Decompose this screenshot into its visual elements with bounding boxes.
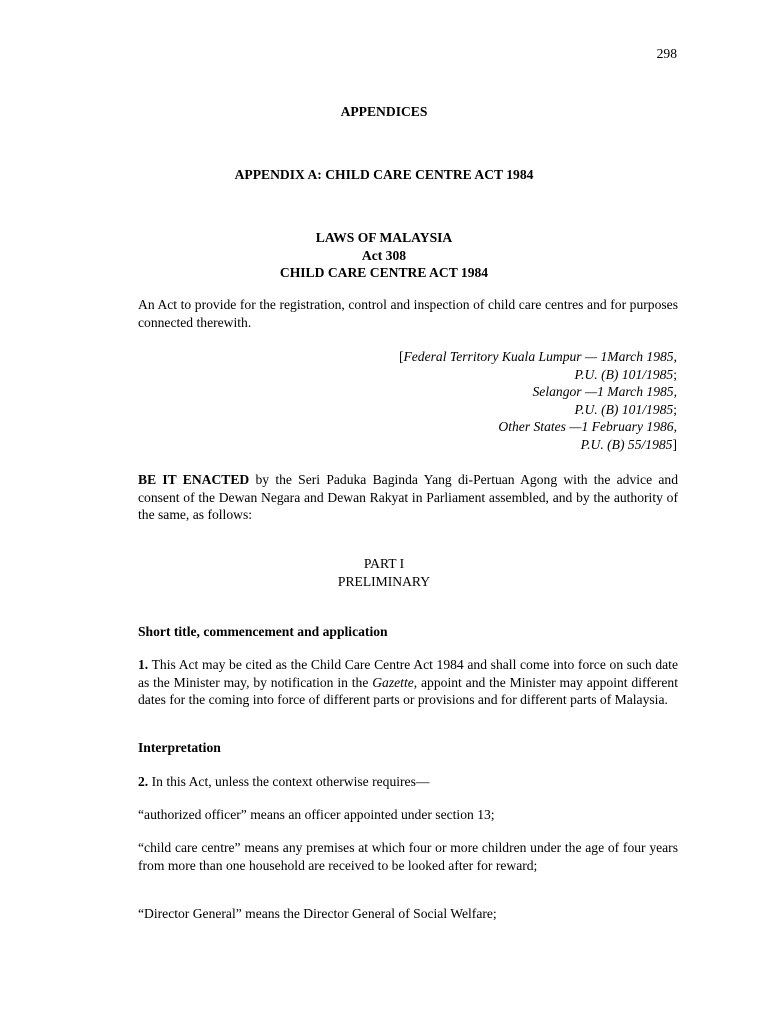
part-heading xyxy=(0,555,768,590)
section1-heading: Short title, commencement and application xyxy=(138,624,388,639)
commencement-line: P.U. (B) 101/1985; xyxy=(574,401,677,417)
enacting-clause xyxy=(138,471,678,524)
appendix-title: APPENDIX A: CHILD CARE CENTRE ACT 1984 xyxy=(234,167,534,182)
commencement-line: P.U. (B) 55/1985] xyxy=(580,436,677,452)
commencement-line: [Federal Territory Kuala Lumpur — 1March 1985, xyxy=(398,349,677,364)
long-title: An Act to provide for the registration, control and inspection of child care centres and for purposes connected therewith. xyxy=(138,297,678,330)
act-header-line1: LAWS OF MALAYSIA xyxy=(315,230,453,245)
commencement-line: P.U. (B) 101/1985; xyxy=(574,366,677,382)
section2-text: 2. In this Act, unless the context otherwise requires— xyxy=(138,774,430,789)
definition-director-general: “Director General” means the Director General of Social Welfare; xyxy=(138,906,497,921)
part-number: PART I xyxy=(363,556,405,571)
section-number: 2. xyxy=(138,774,149,789)
commencement-line: Selangor —1 March 1985, xyxy=(532,384,677,399)
enacting-text: by the Seri Paduka Baginda Yang di-Pertuan Agong with the advice and consent of the Dewan Negara and Dewan Rakyat in Parliament assembled, and by the authority of the same, as follows: xyxy=(138,472,678,522)
act-header-line3: CHILD CARE CENTRE ACT 1984 xyxy=(279,265,489,280)
definition-child-care-centre: “child care centre” means any premises at which four or more children under the age of four years from more than one household are received to be looked after for reward; xyxy=(138,840,678,873)
page-number: 298 xyxy=(656,46,677,61)
section2-heading: Interpretation xyxy=(138,740,221,755)
act-header-line2: Act 308 xyxy=(361,247,407,263)
act-header xyxy=(0,229,768,282)
commencement-line: Other States —1 February 1986, xyxy=(498,419,677,434)
definition-authorized-officer: “authorized officer” means an officer appointed under section 13; xyxy=(138,807,495,822)
section-number: 1. xyxy=(138,657,149,672)
enacting-formula: BE IT ENACTED xyxy=(138,472,250,487)
appendices-heading: APPENDICES xyxy=(340,104,428,119)
part-title: PRELIMINARY xyxy=(337,573,431,589)
section1-text: 1. This Act may be cited as the Child Care Centre Act 1984 and shall come into force on such date as the Minister may, by notification in the Gazette, appoint and the Minister may appoint different dates for the coming into force of different parts or provisions and for different parts of Malaysia. xyxy=(138,657,678,707)
commencement-block xyxy=(399,348,677,453)
